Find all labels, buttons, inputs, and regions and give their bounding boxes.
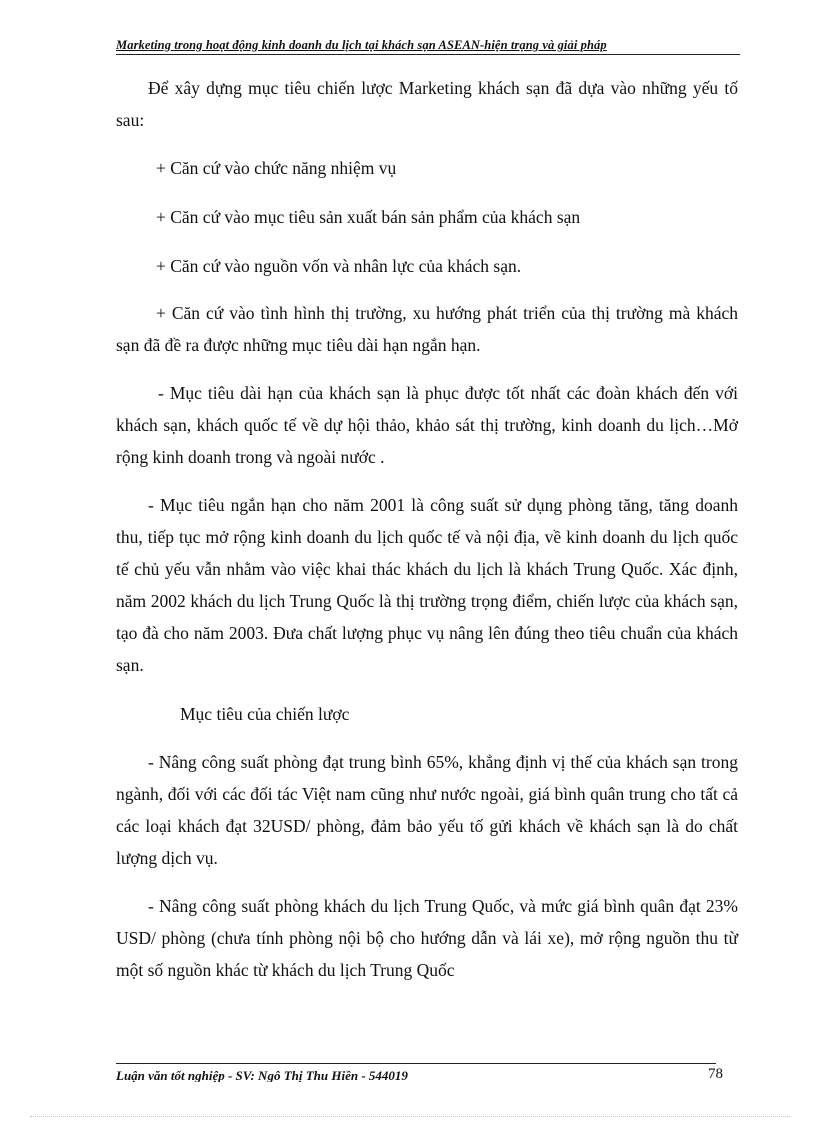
list-item-production: + Căn cứ vào mục tiêu sản xuất bán sản phẩm của khách sạn <box>156 207 581 227</box>
header-divider <box>116 54 740 55</box>
section-heading-strategy-goals: Mục tiêu của chiến lược <box>180 704 350 724</box>
page-bottom-dotted-edge <box>30 1116 790 1117</box>
paragraph-room-occupancy: - Nâng công suất phòng đạt trung bình 65%, khẳng định vị thế của khách sạn trong ngành, đối với các đối tác Việt nam cũng như nước ngoài, giá bình quân trung cho tất cả các loại khách đạt 32USD/ phòng, đảm bảo yếu tố gửi khách về khách sạn là do chất lượng dịch vụ. <box>116 752 738 868</box>
paragraph-short-term-goal: - Mục tiêu ngắn hạn cho năm 2001 là công suất sử dụng phòng tăng, tăng doanh thu, tiếp tục mở rộng kinh doanh du lịch quốc tế và nội địa, về kinh doanh du lịch quốc tế chủ yếu vẫn nhằm vào việc khai thác khách du lịch là khách Trung Quốc. Xác định, năm 2002 khách du lịch Trung Quốc là thị trường trọng điểm, chiến lược của khách sạn, tạo đà cho năm 2003. Đưa chất lượng phục vụ nâng lên đúng theo tiêu chuẩn của khách sạn. <box>116 495 738 675</box>
list-item-resources: + Căn cứ vào nguồn vốn và nhân lực của khách sạn. <box>156 256 522 276</box>
list-item-function: + Căn cứ vào chức năng nhiệm vụ <box>156 158 397 178</box>
paragraph-intro: Để xây dựng mục tiêu chiến lược Marketing khách sạn đã dựa vào những yếu tố sau: <box>116 78 738 130</box>
paragraph-long-term-goal: - Mục tiêu dài hạn của khách sạn là phục được tốt nhất các đoàn khách đến với khách sạn, khách quốc tế về dự hội thảo, khảo sát thị trường, kinh doanh du lịch…Mở rộng kinh doanh trong và ngoài nước . <box>116 383 738 467</box>
paragraph-chinese-market: - Nâng công suất phòng khách du lịch Trung Quốc, và mức giá bình quân đạt 23% USD/ phòng (chưa tính phòng nội bộ cho hướng dẫn và lái xe), mở rộng nguồn thu từ một số nguồn khác từ khách du lịch Trung Quốc <box>116 896 738 980</box>
footer-credit: Luận văn tốt nghiệp - SV: Ngô Thị Thu Hiền - 544019 <box>116 1068 408 1082</box>
list-item-market: + Căn cứ vào tình hình thị trường, xu hướng phát triển của thị trường mà khách sạn đã đề ra được những mục tiêu dài hạn ngắn hạn. <box>116 303 738 355</box>
page-number: 78 <box>708 1066 723 1082</box>
footer-divider <box>116 1063 716 1064</box>
running-header: Marketing trong hoạt động kinh doanh du lịch tại khách sạn ASEAN-hiện trạng và giải pháp <box>116 38 607 52</box>
